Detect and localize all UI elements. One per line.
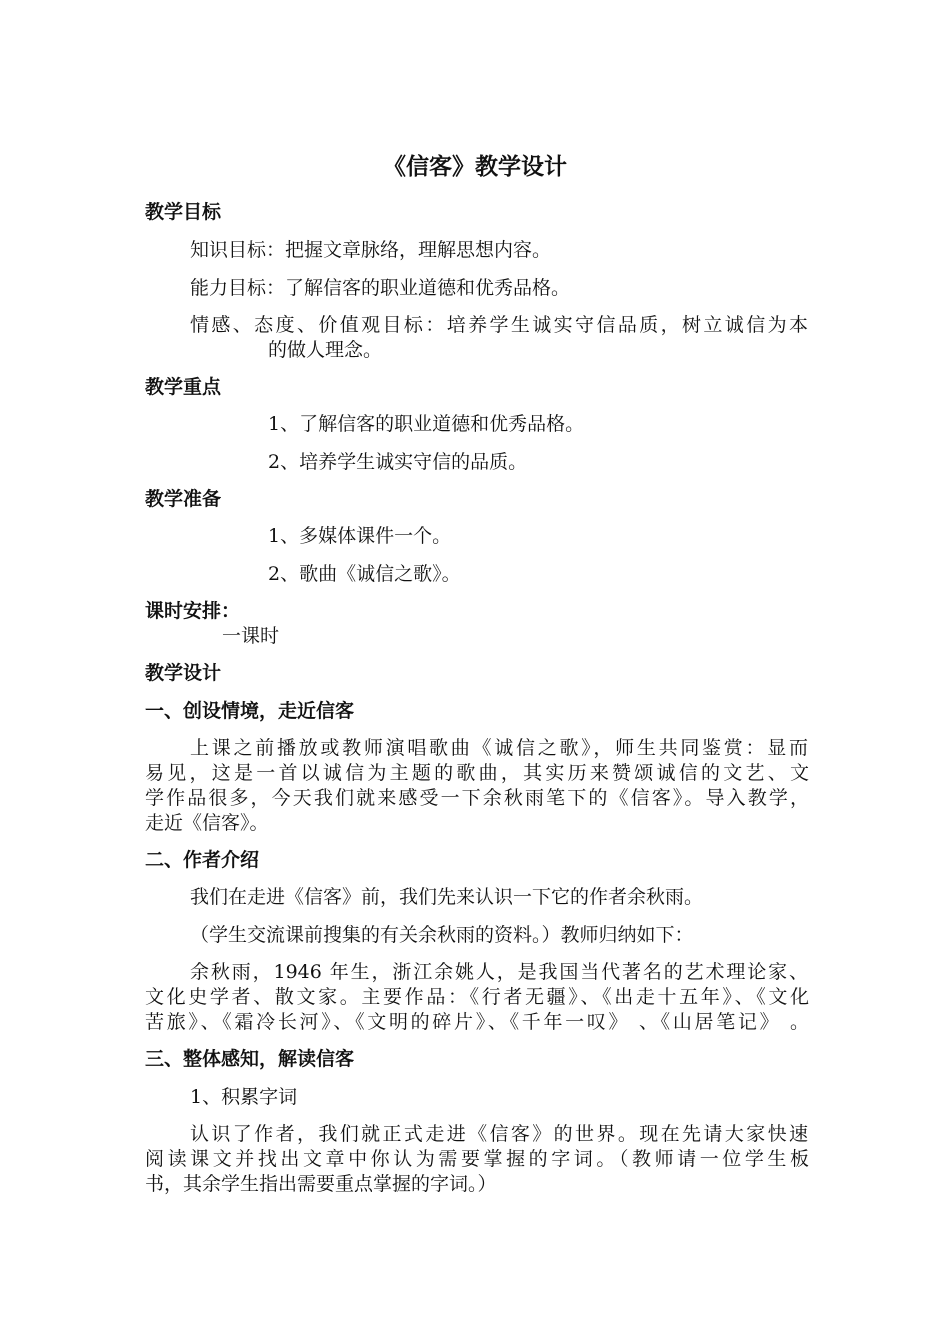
part1-heading: 一、创设情境，走近信客 bbox=[145, 700, 355, 722]
part1-line-3: 学作品很多，今天我们就来感受一下余秋雨笔下的《信客》。导入教学， bbox=[145, 787, 809, 809]
objective-knowledge: 知识目标：把握文章脉络，理解思想内容。 bbox=[190, 239, 552, 261]
key-point-2: 2、培养学生诚实守信的品质。 bbox=[268, 451, 528, 473]
part2-paragraph-1: 我们在走进《信客》前，我们先来认识一下它的作者余秋雨。 bbox=[190, 886, 704, 908]
part3-line-1: 认识了作者，我们就正式走进《信客》的世界。现在先请大家快速 bbox=[190, 1123, 808, 1145]
part3-subheading: 1、积累字词 bbox=[190, 1086, 298, 1108]
part1-line-1: 上课之前播放或教师演唱歌曲《诚信之歌》，师生共同鉴赏：显而 bbox=[190, 737, 808, 759]
part3-line-2: 阅读课文并找出文章中你认为需要掌握的字词。（教师请一位学生板 bbox=[145, 1148, 809, 1170]
objectives-heading: 教学目标 bbox=[145, 201, 222, 223]
schedule-value: 一课时 bbox=[222, 625, 280, 647]
part2-paragraph-2: （学生交流课前搜集的有关余秋雨的资料。）教师归纳如下： bbox=[190, 924, 694, 946]
objective-ability: 能力目标：了解信客的职业道德和优秀品格。 bbox=[190, 277, 571, 299]
part3-line-3: 书，其余学生指出需要重点掌握的字词。） bbox=[145, 1173, 497, 1195]
part2-p3-line-1: 余秋雨，1946 年生，浙江余姚人，是我国当代著名的艺术理论家、 bbox=[190, 961, 808, 983]
part2-heading: 二、作者介绍 bbox=[145, 849, 260, 871]
preparation-item-2: 2、歌曲《诚信之歌》。 bbox=[268, 563, 461, 585]
part3-heading: 三、整体感知，解读信客 bbox=[145, 1048, 355, 1070]
key-point-1: 1、了解信客的职业道德和优秀品格。 bbox=[268, 413, 585, 435]
preparation-heading: 教学准备 bbox=[145, 488, 222, 510]
schedule-heading: 课时安排： bbox=[145, 600, 241, 622]
key-points-heading: 教学重点 bbox=[145, 376, 222, 398]
part1-line-4: 走近《信客》。 bbox=[145, 812, 269, 834]
design-heading: 教学设计 bbox=[145, 662, 222, 684]
part1-line-2: 易见，这是一首以诚信为主题的歌曲，其实历来赞颂诚信的文艺、文 bbox=[145, 762, 809, 784]
document-title: 《信客》教学设计 bbox=[383, 154, 567, 180]
preparation-item-1: 1、多媒体课件一个。 bbox=[268, 525, 452, 547]
part2-p3-line-2: 文化史学者、散文家。主要作品：《行者无疆》、《出走十五年》、《文化 bbox=[145, 986, 809, 1008]
objective-emotion-cont: 的做人理念。 bbox=[268, 339, 383, 361]
part2-p3-line-3: 苦旅》、《霜冷长河》、《文明的碎片》、《千年一叹》 、《山居笔记》 。 bbox=[145, 1011, 809, 1033]
objective-emotion: 情感、态度、价值观目标：培养学生诚实守信品质，树立诚信为本 bbox=[190, 314, 808, 336]
